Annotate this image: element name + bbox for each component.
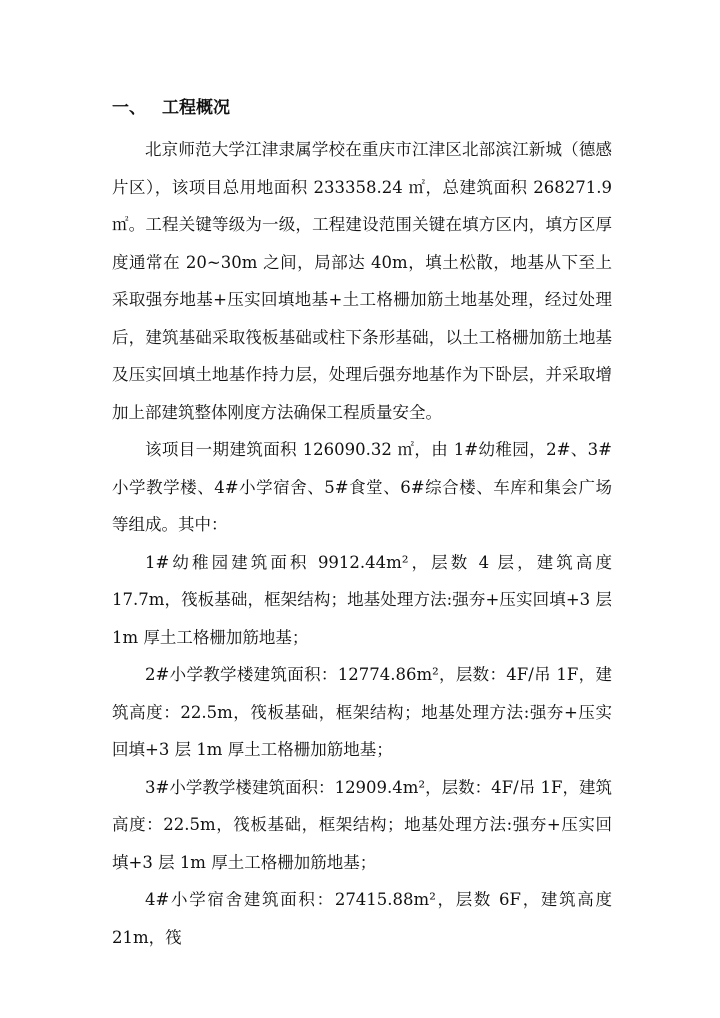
paragraph-building-4: 4#小学宿舍建筑面积：27415.88m²，层数 6F，建筑高度 21m，筏 [112,890,612,947]
section-title: 工程概况 [162,98,230,118]
paragraph-building-1: 1#幼稚园建筑面积 9912.44m²，层数 4 层，建筑高度 17.7m，筏板基础，框架结构；地基处理方法:强夯+压实回填+3 层 1m 厚土工格栅加筋地基； [112,552,612,647]
document-body [112,131,612,956]
paragraph-project-overview: 北京师范大学江津隶属学校在重庆市江津区北部滨江新城（德感片区），该项目总用地面积 233358.24 ㎡，总建筑面积 268271.9㎡。工程关键等级为一级，工程建设范围关键在填方区内，填方区厚度通常在 20~30m 之间，局部达 40m，填土松散，地基从下至上采取强夯地基+压实回填地基+土工格栅加筋土地基处理，经过处理后，建筑基础采取筏板基础或柱下条形基础，以土工格栅加筋土地基及压实回填土地基作持力层，处理后强夯地基作为下卧层，并采取增加上部建筑整体刚度方法确保工程质量安全。 [112,140,612,422]
paragraph-building-2: 2#小学教学楼建筑面积：12774.86m²，层数：4F/吊 1F，建筑高度：22.5m，筏板基础，框架结构；地基处理方法:强夯+压实回填+3 层 1m 厚土工格栅加筋地基； [112,665,612,759]
section-number: 一、 [112,98,146,118]
paragraph-phase-one: 该项目一期建筑面积 126090.32 ㎡，由 1#幼稚园，2#、3#小学教学楼、4#小学宿舍、5#食堂、6#综合楼、车库和集会广场等组成。其中： [112,440,612,534]
paragraph-building-3: 3#小学教学楼建筑面积：12909.4m²，层数：4F/吊 1F，建筑高度：22.5m，筏板基础，框架结构；地基处理方法:强夯+压实回填+3 层 1m 厚土工格栅加筋地基； [112,777,612,872]
section-heading [112,96,230,120]
